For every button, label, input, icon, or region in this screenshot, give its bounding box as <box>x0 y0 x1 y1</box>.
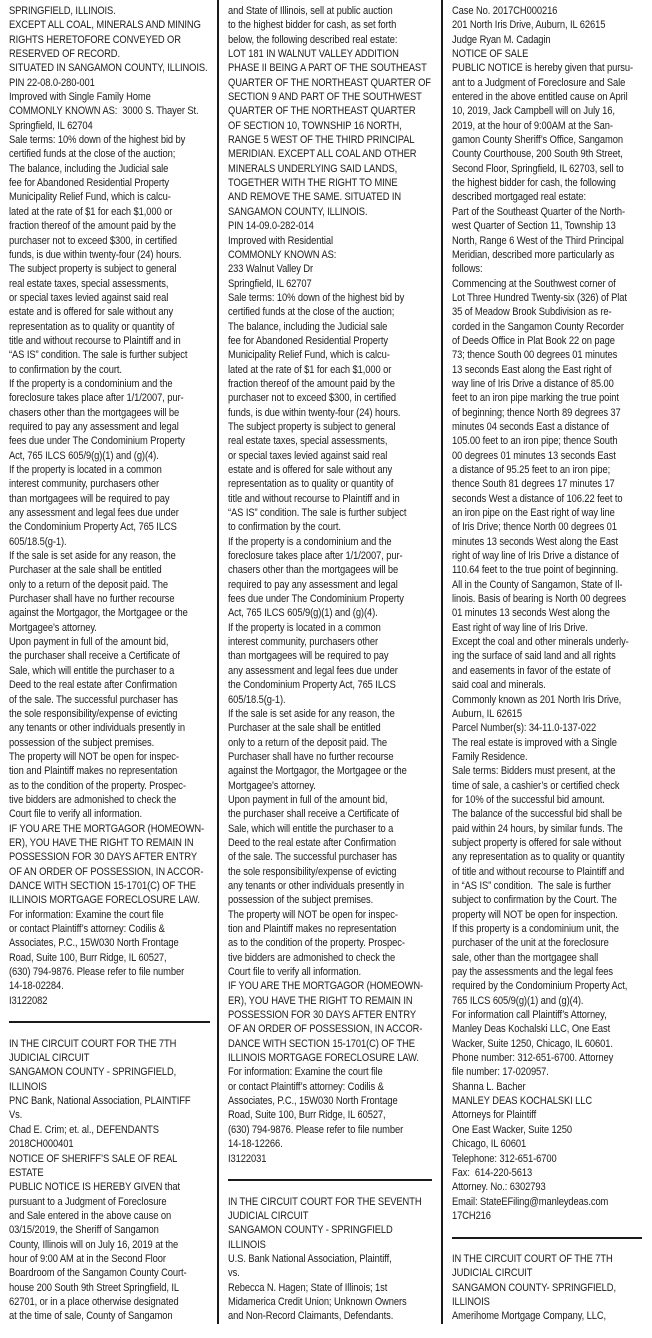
notice-text-line: subject property is offered for sale without <box>452 836 622 849</box>
notice-text-line: Except the coal and other minerals underly- <box>452 636 629 649</box>
column-divider-1 <box>217 0 219 1324</box>
notice-text-line: against the Mortgagor, the Mortgagee or the <box>228 765 407 778</box>
notice-text-line: of Iris Drive; thence North 00 degrees 01 <box>452 521 617 534</box>
notice-text-line: JUDICIAL CIRCUIT <box>228 1209 309 1222</box>
notice-text-line: way line of Iris Drive a distance of 85.00 <box>452 377 614 390</box>
notice-text-line: Upon payment in full of the amount bid, <box>9 636 169 649</box>
notice-text-line: minutes 13 seconds West along the East <box>452 535 619 548</box>
notice-text-line: of beginning; thence North 89 degrees 37 <box>452 406 621 419</box>
notice-text-line: than mortgagees will be required to pay <box>228 650 389 663</box>
notice-text-line: One East Wacker, Suite 1250 <box>452 1123 573 1136</box>
notice-text-line: IF YOU ARE THE MORTGAGOR (HOMEOWN- <box>228 980 424 993</box>
notice-text-line: certified funds at the close of the auction; <box>228 306 395 319</box>
notice-text-line: fees due under The Condominium Property <box>9 435 185 448</box>
notice-text-line: 2018CH000401 <box>9 1138 74 1151</box>
notice-text-line: and Non-Record Claimants, Defendants. <box>228 1310 394 1323</box>
notice-text-line: RANGE 5 WEST OF THE THIRD PRINCIPAL <box>228 134 415 147</box>
notice-text-line: North, Range 6 West of the Third Principal <box>452 234 624 247</box>
notice-text-line: Court file to verify all information. <box>9 808 143 821</box>
notice-text-line: linois. Basis of bearing is North 00 degrees <box>452 593 627 606</box>
notice-text-line: Boardroom of the Sangamon County Court- <box>9 1267 187 1280</box>
notice-text-line: SANGAMON COUNTY - SPRINGFIELD, <box>9 1066 177 1079</box>
notice-text-line: to confirmation by the court. <box>9 363 122 376</box>
notice-text-line: Fax: 614-220-5613 <box>452 1166 533 1179</box>
notice-text-line: against the Mortgagor, the Mortgagee or the <box>9 607 188 620</box>
notice-text-line: For information: Examine the court file <box>228 1066 383 1079</box>
notice-text-line: Act, 765 ILCS 605/9(g)(1) and (g)(4). <box>9 449 159 462</box>
notice-text-line: Telephone: 312-651-6700 <box>452 1152 557 1165</box>
notice-text-line: a distance of 95.25 feet to an iron pipe; <box>452 464 611 476</box>
notice-text-line: any tenants or other individuals presently in <box>228 879 405 892</box>
notice-text-line: IF YOU ARE THE MORTGAGOR (HOMEOWN- <box>9 822 205 835</box>
notice-text-line: ILLINOIS <box>9 1080 47 1093</box>
notice-text-line: Amerihome Mortgage Company, LLC, <box>452 1310 607 1323</box>
notice-text-line: 765 ILCS 605/9(g)(1) and (g)(4). <box>452 994 584 1007</box>
notice-text-line: or contact Plaintiff’s attorney: Codilis & <box>228 1080 384 1093</box>
notice-text-line: PUBLIC NOTICE is hereby given that pursu- <box>452 62 633 75</box>
notice-text-line: AND REMOVE THE SAME. SITUATED IN <box>228 191 402 204</box>
notice-text-line: 01 minutes 13 seconds West along the <box>452 607 610 620</box>
notice-text-line: The subject property is subject to general <box>9 263 177 276</box>
notice-text-line: The property will NOT be open for inspec- <box>9 750 179 763</box>
notice-text-line: an iron pipe on the East right of way line <box>452 507 615 520</box>
notice-text-line: Attorney. No.: 6302793 <box>452 1181 546 1194</box>
notice-text-line: Commencing at the Southwest corner of <box>452 277 616 290</box>
notice-text-line: funds, is due within twenty-four (24) hours. <box>9 248 182 261</box>
notice-text-line: purchaser of the unit at the foreclosure <box>452 937 609 950</box>
notice-text-line: lated at the rate of $1 for each $1,000 or <box>228 363 392 376</box>
notice-text-line: Sale, which will entitle the purchaser to a <box>9 664 175 677</box>
notice-text-line: RESERVED OF RECORD. <box>9 48 120 61</box>
notice-text-line: East right of way line of Iris Drive. <box>452 621 588 634</box>
notice-text-line: interest community, purchasers other <box>9 478 160 491</box>
notice-text-line: Springfield, IL 62704 <box>9 119 93 132</box>
notice-text-line: or special taxes levied against said real <box>9 291 169 304</box>
notice-text-line: 17CH216 <box>452 1209 491 1222</box>
notice-text-line: certified funds at the close of the auction; <box>9 148 176 161</box>
notice-text-line: Municipality Relief Fund, which is calcu- <box>9 191 171 204</box>
notice-text-line: 13 seconds East along the East right of <box>452 363 612 376</box>
notice-text-line: described mortgaged real estate: <box>452 191 586 204</box>
notice-text-line: chasers other than the mortgagees will be <box>228 564 399 577</box>
notice-text-line: County Courthouse, 200 South 9th Street, <box>452 148 623 161</box>
notice-text-line: file number: 17-020957. <box>452 1066 549 1079</box>
notice-text-line: 105.00 feet to an iron pipe; thence South <box>452 435 618 448</box>
notice-text-line: IN THE CIRCUIT COURT FOR THE SEVENTH <box>228 1195 422 1208</box>
notice-text-line: COMMONLY KNOWN AS: 3000 S. Thayer St. <box>9 105 199 118</box>
notice-text-line: as to the condition of the property. Prospec- <box>9 779 186 792</box>
notice-text-line: tion and Plaintiff makes no representation <box>9 765 178 778</box>
notice-text-line: The property will NOT be open for inspec- <box>228 908 398 921</box>
notice-text-line: ILLINOIS MORTGAGE FORECLOSURE LAW. <box>9 894 200 907</box>
notice-text-line: Upon payment in full of the amount bid, <box>228 793 388 806</box>
notice-text-line: SANGAMON COUNTY - SPRINGFIELD <box>228 1224 393 1237</box>
notice-text-line: foreclosure takes place after 1/1/2007, pur- <box>228 550 403 563</box>
notice-text-line: purchaser not to exceed $300, in certified <box>228 392 396 405</box>
notice-text-line: Purchaser shall have no further recourse <box>228 750 394 763</box>
notice-text-line: Email: StateEFiling@manleydeas.com <box>452 1195 609 1208</box>
notice-section-divider <box>228 1166 438 1195</box>
notice-text-line: at the time of sale, County of Sangamon <box>9 1310 173 1323</box>
notice-text-line: DANCE WITH SECTION 15-1701(C) OF THE <box>228 1037 415 1050</box>
notice-text-line: Sale terms: 10% down of the highest bid by <box>228 291 405 304</box>
notice-text-line: any assessment and legal fees due under <box>9 507 179 520</box>
notice-text-line: EXCEPT ALL COAL, MINERALS AND MINING <box>9 19 201 32</box>
notice-text-line: the Condominium Property Act, 765 ILCS <box>9 521 177 534</box>
notice-text-line: PUBLIC NOTICE IS HEREBY GIVEN that <box>9 1181 181 1194</box>
notice-text-line: said coal and minerals. <box>452 679 546 692</box>
notice-text-line: Associates, P.C., 15W030 North Frontage <box>228 1095 398 1108</box>
notice-text-line: pay the assessments and the legal fees <box>452 966 614 979</box>
notice-text-line: Improved with Single Family Home <box>9 91 151 104</box>
notice-text-line: Mortgagee’s attorney. <box>228 779 316 792</box>
notice-text-line: entered in the above entitled cause on April <box>452 91 628 104</box>
notice-text-line: Commonly known as 201 North Iris Drive, <box>452 693 622 706</box>
notice-text-line: time of sale, a cashier’s or certified check <box>452 779 620 792</box>
notice-text-line: funds, is due within twenty-four (24) hours. <box>228 406 401 419</box>
notice-text-line: vs. <box>228 1267 240 1280</box>
notice-column-1 <box>9 4 216 1324</box>
notice-text-line: NOTICE OF SHERIFF’S SALE OF REAL <box>9 1152 178 1165</box>
notice-text-line: paid within 24 hours, by similar funds. The <box>452 822 623 835</box>
notice-text-line: purchaser not to exceed $300, in certified <box>9 234 177 247</box>
notice-text-line: If the sale is set aside for any reason, the <box>9 550 176 563</box>
notice-text-line: and State of Illinois, sell at public auction <box>228 5 393 17</box>
notice-text-line: only to a return of the deposit paid. The <box>228 736 388 749</box>
notice-text-line: west Quarter of Section 11, Township 13 <box>452 220 616 233</box>
notice-text-line: Road, Suite 100, Burr Ridge, IL 60527, <box>228 1109 386 1122</box>
notice-text-line: to the highest bidder for cash, as set forth <box>228 19 397 32</box>
notice-text-line: hour of 9:00 AM at in the Second Floor <box>9 1252 166 1265</box>
notice-text-line: If the property is located in a common <box>228 621 381 634</box>
notice-text-line: possession of the subject premises. <box>228 894 374 907</box>
notice-text-line: (630) 794-9876. Please refer to file number <box>9 966 185 979</box>
notice-text-line: minutes 04 seconds East a distance of <box>452 420 609 433</box>
notice-text-line: “AS IS” condition. The sale is further subject <box>228 507 407 520</box>
notice-text-line: SPRINGFIELD, ILLINOIS. <box>9 5 116 17</box>
notice-text-line: Road, Suite 100, Burr Ridge, IL 60527, <box>9 951 167 964</box>
notice-text-line: Manley Deas Kochalski LLC, One East <box>452 1023 611 1036</box>
notice-text-line: MANLEY DEAS KOCHALSKI LLC <box>452 1095 593 1108</box>
notice-text-line: ant to a Judgment of Foreclosure and Sale <box>452 76 626 89</box>
notice-text-line: and Sale entered in the above cause on <box>9 1209 172 1222</box>
divider-rule-line <box>228 1179 432 1181</box>
notice-text-line: 14-18-02284. <box>9 980 64 993</box>
notice-text-line: PNC Bank, National Association, PLAINTIFF <box>9 1095 191 1108</box>
notice-text-line: Second Floor, Springfield, IL 62703, sell to <box>452 162 624 175</box>
notice-text-line: any assessment and legal fees due under <box>228 664 398 677</box>
divider-rule-line <box>452 1237 642 1239</box>
notice-text-line: house 200 South 9th Street Springfield, IL <box>9 1281 180 1294</box>
notice-text-line: corded in the Sangamon County Recorder <box>452 320 624 333</box>
notice-text-line: ing the surface of said land and all rights <box>452 650 616 663</box>
notice-text-line: Judge Ryan M. Cadagin <box>452 33 551 46</box>
notice-text-line: required to pay any assessment and legal <box>228 578 398 591</box>
notice-text-line: The subject property is subject to general <box>228 420 396 433</box>
notice-text-line: If the property is located in a common <box>9 464 162 476</box>
notice-text-line: title and without recourse to Plaintiff and in <box>9 334 181 347</box>
notice-text-line: Court file to verify all information. <box>228 966 362 979</box>
divider-rule-line <box>9 1021 210 1023</box>
notice-text-line: and easements in favor of the estate of <box>452 664 611 677</box>
notice-text-line: If the sale is set aside for any reason, the <box>228 707 395 720</box>
notice-text-line: estate and is offered for sale without any <box>228 464 393 476</box>
notice-text-line: I3122031 <box>228 1152 267 1165</box>
notice-text-line: foreclosure takes place after 1/1/2007, pur- <box>9 392 184 405</box>
notice-text-line: Improved with Residential <box>228 234 333 247</box>
notice-text-line: Auburn, IL 62615 <box>452 707 523 720</box>
notice-text-line: If the property is a condominium and the <box>9 377 173 390</box>
notice-text-line: fraction thereof of the amount paid by the <box>9 220 176 233</box>
notice-text-line: thence South 81 degrees 17 minutes 17 <box>452 478 615 491</box>
notice-column-2 <box>228 4 438 1324</box>
notice-text-line: tive bidders are admonished to check the <box>9 793 177 806</box>
notice-section-divider <box>452 1223 648 1252</box>
notice-text-line: U.S. Bank National Association, Plaintiff, <box>228 1252 392 1265</box>
notice-text-line: PIN 22-08.0-280-001 <box>9 76 95 89</box>
notice-text-line: possession of the subject premises. <box>9 736 155 749</box>
notice-text-line: tive bidders are admonished to check the <box>228 951 396 964</box>
notice-text-line: Sale terms: Bidders must present, at the <box>452 765 616 778</box>
notice-text-line: Springfield, IL 62707 <box>228 277 312 290</box>
notice-text-line: the purchaser shall receive a Certificate of <box>228 808 399 821</box>
notice-text-line: fraction thereof of the amount paid by the <box>228 377 395 390</box>
notice-text-line: Family Residence. <box>452 750 528 763</box>
notice-column-3 <box>452 4 648 1324</box>
notice-text-line: feet to an iron pipe marking the true point <box>452 392 619 405</box>
notice-text-line: interest community, purchasers other <box>228 636 379 649</box>
notice-text-line: below, the following described real estate: <box>228 33 398 46</box>
notice-text-line: of title and without recourse to Plaintiff and <box>452 865 625 878</box>
notice-text-line: For information call Plaintiff’s Attorney, <box>452 1009 607 1022</box>
notice-text-line: “AS IS” condition. The sale is further subject <box>9 349 188 362</box>
notice-text-line: Rebecca N. Hagen; State of Illinois; 1st <box>228 1281 388 1294</box>
notice-text-line: Associates, P.C., 15W030 North Frontage <box>9 937 179 950</box>
notice-text-line: IN THE CIRCUIT COURT OF THE 7TH <box>452 1252 613 1265</box>
notice-text-line: Wacker, Suite 1250, Chicago, IL 60601. <box>452 1037 613 1050</box>
notice-text-line: of the sale. The successful purchaser has <box>228 851 397 864</box>
notice-text-line: OF AN ORDER OF POSSESSION, IN ACCOR- <box>9 865 204 878</box>
notice-text-line: PIN 14-09.0-282-014 <box>228 220 314 233</box>
notice-text-line: SANGAMON COUNTY, ILLINOIS. <box>228 205 368 218</box>
notice-text-line: Municipality Relief Fund, which is calcu- <box>228 349 390 362</box>
notice-text-line: Sale, which will entitle the purchaser to a <box>228 822 394 835</box>
notice-text-line: Case No. 2017CH000216 <box>452 5 558 17</box>
notice-text-line: ER), YOU HAVE THE RIGHT TO REMAIN IN <box>228 994 413 1007</box>
notice-text-line: If the property is a condominium and the <box>228 535 392 548</box>
notice-text-line: chasers other than the mortgagees will be <box>9 406 180 419</box>
notice-text-line: IN THE CIRCUIT COURT FOR THE 7TH <box>9 1037 177 1050</box>
notice-text-line: gamon County Sheriff’s Office, Sangamon <box>452 134 623 147</box>
notice-text-line: in “AS IS” condition. The sale is further <box>452 879 611 892</box>
notice-text-line: RIGHTS HERETOFORE CONVEYED OR <box>9 33 181 46</box>
notice-text-line: The real estate is improved with a Single <box>452 736 617 749</box>
notice-text-line: ILLINOIS <box>452 1295 490 1308</box>
notice-text-line: County, Illinois will on July 16, 2019 at the <box>9 1238 179 1251</box>
notice-text-line: Phone number: 312-651-6700. Attorney <box>452 1052 614 1065</box>
notice-text-line: real estate taxes, special assessments, <box>228 435 388 448</box>
notice-text-line: of Deeds Office in Plat Book 22 on page <box>452 334 615 347</box>
notice-text-line: SITUATED IN SANGAMON COUNTY, ILLINOIS. <box>9 62 208 75</box>
notice-section-divider <box>9 1008 216 1037</box>
notice-text-line: 110.64 feet to the true point of beginning. <box>452 564 619 577</box>
notice-text-line: representation as to quality or quantity of <box>9 320 175 333</box>
notice-text-line: 35 of Meadow Brook Subdivision as re- <box>452 306 612 319</box>
notice-text-line: title and without recourse to Plaintiff and in <box>228 492 400 505</box>
notice-text-line: required by the Condominium Property Act, <box>452 980 628 993</box>
notice-text-line: representation as to quality or quantity of <box>228 478 394 491</box>
notice-text-line: Meridian, described more particularly as <box>452 248 615 261</box>
notice-text-line: POSSESSION FOR 30 DAYS AFTER ENTRY <box>9 851 197 864</box>
notice-text-line: Attorneys for Plaintiff <box>452 1109 537 1122</box>
column-divider-2 <box>441 0 443 1324</box>
notice-text-line: If this property is a condominium unit, the <box>452 923 619 935</box>
notice-text-line: Chad E. Crim; et. al., DEFENDANTS <box>9 1123 159 1136</box>
notice-text-line: required to pay any assessment and legal <box>9 420 179 433</box>
notice-text-line: 03/15/2019, the Sheriff of Sangamon <box>9 1224 159 1237</box>
notice-text-line: 605/18.5(g-1). <box>9 535 67 548</box>
notice-text-line: estate and is offered for sale without any <box>9 306 174 319</box>
notice-text-line: Deed to the real estate after Confirmation <box>228 836 396 849</box>
notice-text-line: the sole responsibility/expense of evicting <box>228 865 397 878</box>
notice-text-line: fees due under The Condominium Property <box>228 593 404 606</box>
notice-text-line: or contact Plaintiff’s attorney: Codilis & <box>9 923 165 935</box>
notice-text-line: 73; thence South 00 degrees 01 minutes <box>452 349 618 362</box>
notice-text-line: to confirmation by the court. <box>228 521 341 534</box>
notice-text-line: 233 Walnut Valley Dr <box>228 263 314 276</box>
notice-text-line: the highest bidder for cash, the following <box>452 177 616 190</box>
notice-text-line: fee for Abandoned Residential Property <box>228 334 388 347</box>
notice-text-line: fee for Abandoned Residential Property <box>9 177 169 190</box>
notice-text-line: Mortgagee’s attorney. <box>9 621 97 634</box>
notice-text-line: follows: <box>452 263 483 276</box>
notice-text-line: 201 North Iris Drive, Auburn, IL 62615 <box>452 19 606 32</box>
notice-text-line: the purchaser shall receive a Certificate of <box>9 650 180 663</box>
notice-text-line: real estate taxes, special assessments, <box>9 277 169 290</box>
notice-text-line: QUARTER OF THE NORTHEAST QUARTER <box>228 105 416 118</box>
notice-text-line: Midamerica Credit Union; Unknown Owners <box>228 1295 407 1308</box>
notice-text-line: The balance of the successful bid shall be <box>452 808 623 821</box>
notice-text-line: DANCE WITH SECTION 15-1701(C) OF THE <box>9 879 196 892</box>
notice-text-line: For information: Examine the court file <box>9 908 164 921</box>
notice-text-line: or special taxes levied against said real <box>228 449 388 462</box>
notice-text-line: Lot Three Hundred Twenty-six (326) of Plat <box>452 291 627 304</box>
notice-text-line: Sale terms: 10% down of the highest bid by <box>9 134 186 147</box>
notice-text-line: Part of the Southeast Quarter of the North- <box>452 205 626 218</box>
notice-text-line: QUARTER OF THE NORTHEAST QUARTER OF <box>228 76 431 89</box>
notice-text-line: The balance, including the Judicial sale <box>9 162 169 175</box>
notice-text-line: Purchaser shall have no further recourse <box>9 593 175 606</box>
notice-text-line: tion and Plaintiff makes no representation <box>228 923 397 935</box>
notice-text-line: any tenants or other individuals presently in <box>9 722 186 735</box>
notice-text-line: 605/18.5(g-1). <box>228 693 286 706</box>
notice-text-line: JUDICIAL CIRCUIT <box>452 1267 533 1280</box>
notice-text-line: ESTATE <box>9 1166 44 1179</box>
notice-text-line: seconds West a distance of 106.22 feet to <box>452 492 623 505</box>
notice-text-line: 62701, or in a place otherwise designated <box>9 1295 179 1308</box>
notice-text-line: the sole responsibility/expense of evicting <box>9 707 178 720</box>
notice-text-line: the Condominium Property Act, 765 ILCS <box>228 679 396 692</box>
notice-text-line: subject to confirmation by the Court. The <box>452 894 617 907</box>
notice-text-line: of the sale. The successful purchaser has <box>9 693 178 706</box>
notice-text-line: OF SECTION 10, TOWNSHIP 16 NORTH, <box>228 119 402 132</box>
notice-text-line: OF AN ORDER OF POSSESSION, IN ACCOR- <box>228 1023 423 1036</box>
notice-text-line: Purchaser at the sale shall be entitled <box>228 722 381 735</box>
notice-text-line: JUDICIAL CIRCUIT <box>9 1052 90 1065</box>
notice-text-line: any representation as to quality or quantity <box>452 851 625 864</box>
notice-text-line: PHASE II BEING A PART OF THE SOUTHEAST <box>228 62 427 75</box>
notice-text-line: 00 degrees 01 minutes 13 seconds East <box>452 449 616 462</box>
notice-text-line: than mortgagees will be required to pay <box>9 492 170 505</box>
notice-text-line: (630) 794-9876. Please refer to file number <box>228 1123 404 1136</box>
notice-text-line: I3122082 <box>9 994 48 1007</box>
notice-text-line: Purchaser at the sale shall be entitled <box>9 564 162 577</box>
notice-text-line: Shanna L. Bacher <box>452 1080 526 1093</box>
notice-text-line: TOGETHER WITH THE RIGHT TO MINE <box>228 177 398 190</box>
notice-text-line: MINERALS UNDERLYING SAID LANDS, <box>228 162 398 175</box>
notice-text-line: right of way line of Iris Drive a distance of <box>452 550 619 563</box>
notice-text-line: MERIDIAN. EXCEPT ALL COAL AND OTHER <box>228 148 417 161</box>
notice-text-line: Chicago, IL 60601 <box>452 1138 527 1151</box>
notice-text-line: LOT 181 IN WALNUT VALLEY ADDITION <box>228 48 399 61</box>
notice-text-line: ILLINOIS <box>228 1238 266 1251</box>
notice-text-line: 2019, at the hour of 9:00AM at the San- <box>452 119 613 132</box>
notice-text-line: for 10% of the successful bid amount. <box>452 793 605 806</box>
notice-text-line: property will NOT be open for inspection. <box>452 908 618 921</box>
notice-text-line: Deed to the real estate after Confirmation <box>9 679 177 692</box>
notice-text-line: Parcel Number(s): 34-11.0-137-022 <box>452 722 597 735</box>
notice-text-line: ER), YOU HAVE THE RIGHT TO REMAIN IN <box>9 836 194 849</box>
notice-text-line: 14-18-12266. <box>228 1138 283 1151</box>
notice-text-line: as to the condition of the property. Prospec- <box>228 937 405 950</box>
notice-text-line: All in the County of Sangamon, State of Il- <box>452 578 623 591</box>
notice-text-line: Act, 765 ILCS 605/9(g)(1) and (g)(4). <box>228 607 378 620</box>
notice-text-line: sale, other than the mortgagee shall <box>452 951 599 964</box>
notice-text-line: SECTION 9 AND PART OF THE SOUTHWEST <box>228 91 422 104</box>
notice-text-line: Vs. <box>9 1109 23 1122</box>
notice-text-line: NOTICE OF SALE <box>452 48 529 61</box>
notice-text-line: pursuant to a Judgment of Foreclosure <box>9 1195 167 1208</box>
notice-text-line: only to a return of the deposit paid. The <box>9 578 169 591</box>
notice-text-line: 10, 2019, Jack Campbell will on July 16, <box>452 105 615 118</box>
notice-text-line: The balance, including the Judicial sale <box>228 320 388 333</box>
notice-text-line: lated at the rate of $1 for each $1,000 or <box>9 205 173 218</box>
notice-text-line: SANGAMON COUNTY- SPRINGFIELD, <box>452 1281 616 1294</box>
notice-text-line: ILLINOIS MORTGAGE FORECLOSURE LAW. <box>228 1052 419 1065</box>
notice-text-line: POSSESSION FOR 30 DAYS AFTER ENTRY <box>228 1009 416 1022</box>
notice-text-line: COMMONLY KNOWN AS: <box>228 248 337 261</box>
